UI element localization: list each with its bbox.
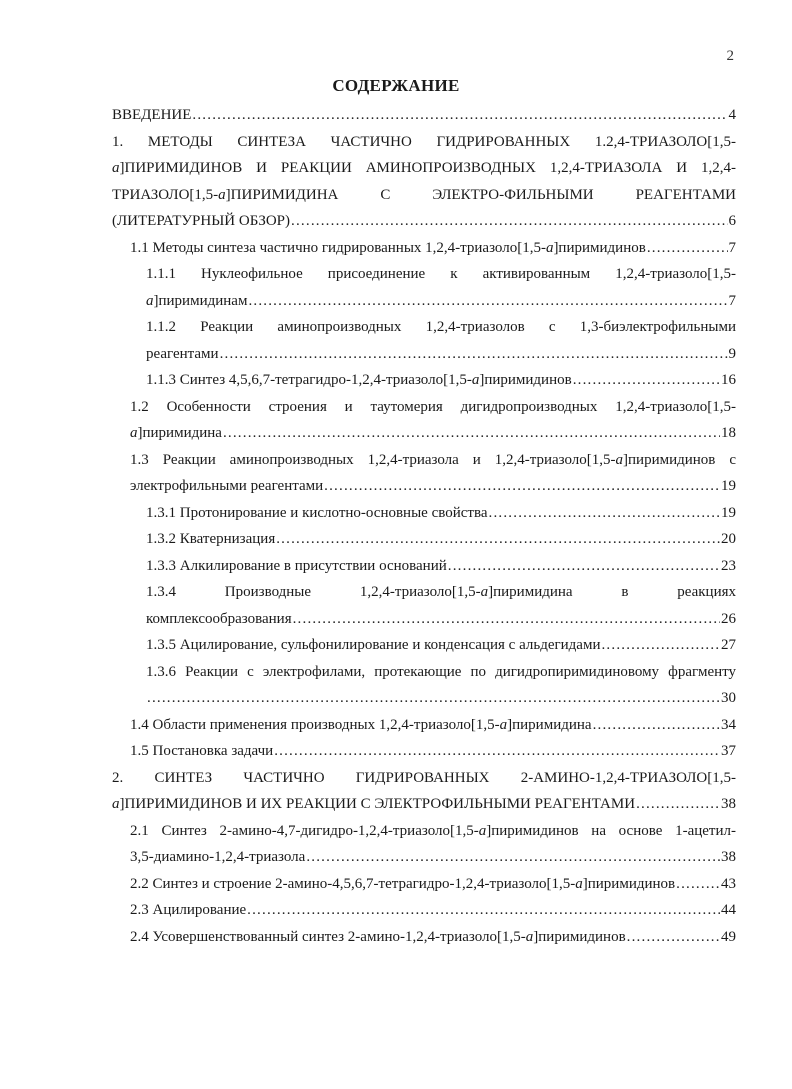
toc-page-number: 43 (721, 875, 736, 892)
dot-leader (306, 844, 720, 871)
toc-entry-text: ВВЕДЕНИЕ (112, 107, 192, 123)
toc-page-number: 26 (721, 610, 736, 627)
toc-entry[interactable] (112, 314, 736, 367)
dot-leader (636, 791, 720, 818)
toc-entry[interactable] (112, 579, 736, 632)
toc-page-number: 4 (728, 107, 736, 123)
toc-entry-text: комплексообразования (146, 610, 292, 627)
dot-leader (676, 871, 720, 898)
toc-page-number: 20 (721, 531, 736, 547)
toc-page-number: 16 (721, 372, 736, 388)
toc-entry-text: 2.3 Ацилирование (130, 902, 247, 918)
toc-page-number: 27 (721, 637, 736, 653)
toc-entry[interactable] (112, 553, 736, 580)
toc-page-number: 37 (721, 743, 736, 759)
toc-entry[interactable] (112, 129, 736, 235)
toc-entry[interactable] (112, 818, 736, 871)
toc-entry-text: 1.3.5 Ацилирование, сульфонилирование и конденсация с альдегидами (146, 637, 601, 653)
toc-entry-text: электрофильными реагентами (130, 478, 324, 494)
toc-entry[interactable] (112, 871, 736, 898)
toc-entry[interactable] (112, 632, 736, 659)
toc-entry-text: a]ПИРИМИДИНОВ И РЕАКЦИИ АМИНОПРОИЗВОДНЫХ 1,2,4-ТРИАЗОЛА И 1,2,4- (112, 160, 736, 176)
dot-leader (276, 526, 720, 553)
toc-entry-text: 1.4 Области применения производных 1,2,4-триазоло[1,5-a]пиримидина (130, 716, 592, 733)
toc-entry-text: 1.3.2 Кватернизация (146, 531, 276, 547)
toc-entry-text: реагентами (146, 345, 219, 362)
dot-leader (192, 102, 727, 129)
toc-page-number: 6 (728, 213, 736, 229)
toc-entry-text: 1.3.1 Протонирование и кислотно-основные свойства (146, 504, 488, 521)
toc-entry-text: 1. МЕТОДЫ СИНТЕЗА ЧАСТИЧНО ГИДРИРОВАННЫХ 1.2,4-ТРИАЗОЛО[1,5- (112, 133, 736, 150)
toc-entry-text: 1.5 Постановка задачи (130, 743, 274, 759)
toc-entry[interactable] (112, 765, 736, 818)
toc-entry[interactable] (112, 897, 736, 924)
toc-entry-text: 1.1 Методы синтеза частично гидрированных 1,2,4-триазоло[1,5-a]пиримидинов (130, 239, 646, 256)
toc-entry-text: (ЛИТЕРАТУРНЫЙ ОБЗОР) (112, 213, 291, 229)
dot-leader (291, 208, 727, 235)
toc-entry[interactable] (112, 659, 736, 712)
toc-entry-text: 1.1.2 Реакции аминопроизводных 1,2,4-триазолов с 1,3-биэлектрофильными (146, 319, 736, 335)
dot-leader (601, 632, 720, 659)
toc-entry-text: 1.3.6 Реакции с электрофилами, протекающие по дигидропиримидиновому фрагменту (146, 663, 736, 680)
dot-leader (293, 606, 720, 633)
toc-page-number: 7 (728, 239, 736, 256)
toc-entry[interactable] (112, 924, 736, 951)
dot-leader (324, 473, 720, 500)
toc-entry-text: 1.3.4 Производные 1,2,4-триазоло[1,5-a]пиримидина в реакциях (146, 584, 736, 600)
toc-entry-text: 2.4 Усовершенствованный синтез 2-амино-1,2,4-триазоло[1,5-a]пиримидинов (130, 928, 626, 945)
toc-entry-text: a]пиримидина (130, 425, 222, 441)
toc-entry[interactable] (112, 712, 736, 739)
dot-leader (448, 553, 720, 580)
toc-page-number: 44 (721, 902, 736, 918)
toc-entry-text: a]ПИРИМИДИНОВ И ИХ РЕАКЦИИ С ЭЛЕКТРОФИЛЬНЫМИ РЕАГЕНТАМИ (112, 796, 636, 812)
toc-entry-text: 2.2 Синтез и строение 2-амино-4,5,6,7-тетрагидро-1,2,4-триазоло[1,5-a]пиримидинов (130, 875, 676, 892)
toc-page-number: 23 (721, 557, 736, 574)
toc-entry-text: 2.1 Синтез 2-амино-4,7-дигидро-1,2,4-триазоло[1,5-a]пиримидинов на основе 1-ацетил- (130, 822, 736, 839)
dot-leader (573, 367, 720, 394)
toc-entry-text: 1.3 Реакции аминопроизводных 1,2,4-триазола и 1,2,4-триазоло[1,5-a]пиримидинов с (130, 451, 736, 468)
dot-leader (627, 924, 720, 951)
toc-entry-text: 2. СИНТЕЗ ЧАСТИЧНО ГИДРИРОВАННЫХ 2-АМИНО-1,2,4-ТРИАЗОЛО[1,5- (112, 769, 736, 786)
toc-entry[interactable] (112, 394, 736, 447)
toc-page-number: 7 (728, 292, 736, 309)
dot-leader (489, 500, 721, 527)
dot-leader (223, 420, 720, 447)
toc-entry-text: 3,5-диамино-1,2,4-триазола (130, 849, 306, 865)
dot-leader (248, 288, 727, 315)
dot-leader (647, 235, 728, 262)
toc-entry-text: 1.1.1 Нуклеофильное присоединение к активированным 1,2,4-триазоло[1,5- (146, 266, 736, 282)
dot-leader (247, 897, 720, 924)
dot-leader (220, 341, 728, 368)
toc-entry-text: 1.3.3 Алкилирование в присутствии оснований (146, 557, 447, 574)
toc-entry-text: 1.2 Особенности строения и таутомерия дигидропроизводных 1,2,4-триазоло[1,5- (130, 398, 736, 415)
toc-entry[interactable] (112, 447, 736, 500)
toc-entry[interactable] (112, 367, 736, 394)
page-title: СОДЕРЖАНИЕ (332, 76, 460, 95)
toc-page-number: 19 (721, 478, 736, 494)
toc-entry-text: 1.1.3 Синтез 4,5,6,7-тетрагидро-1,2,4-триазоло[1,5-a]пиримидинов (146, 372, 572, 388)
table-of-contents (112, 102, 736, 950)
toc-entry[interactable] (112, 102, 736, 129)
toc-page-number: 38 (721, 796, 736, 812)
toc-page-number: 34 (721, 716, 736, 733)
toc-page-number: 49 (721, 928, 736, 945)
toc-page-number: 38 (721, 849, 736, 865)
toc-entry[interactable] (112, 261, 736, 314)
toc-page-number: 30 (721, 690, 736, 706)
page-number: 2 (726, 48, 734, 64)
dot-leader (274, 738, 720, 765)
toc-entry[interactable] (112, 526, 736, 553)
toc-entry[interactable] (112, 738, 736, 765)
toc-page-number: 19 (721, 504, 736, 521)
dot-leader (147, 685, 720, 712)
toc-entry-text: ТРИАЗОЛО[1,5-a]ПИРИМИДИНА С ЭЛЕКТРО-ФИЛЬНЫМИ РЕАГЕНТАМИ (112, 186, 736, 203)
dot-leader (593, 712, 720, 739)
toc-page-number: 18 (721, 425, 736, 441)
toc-entry[interactable] (112, 500, 736, 527)
toc-entry-text: a]пиримидинам (146, 292, 248, 309)
toc-page-number: 9 (728, 345, 736, 362)
toc-entry[interactable] (112, 235, 736, 262)
